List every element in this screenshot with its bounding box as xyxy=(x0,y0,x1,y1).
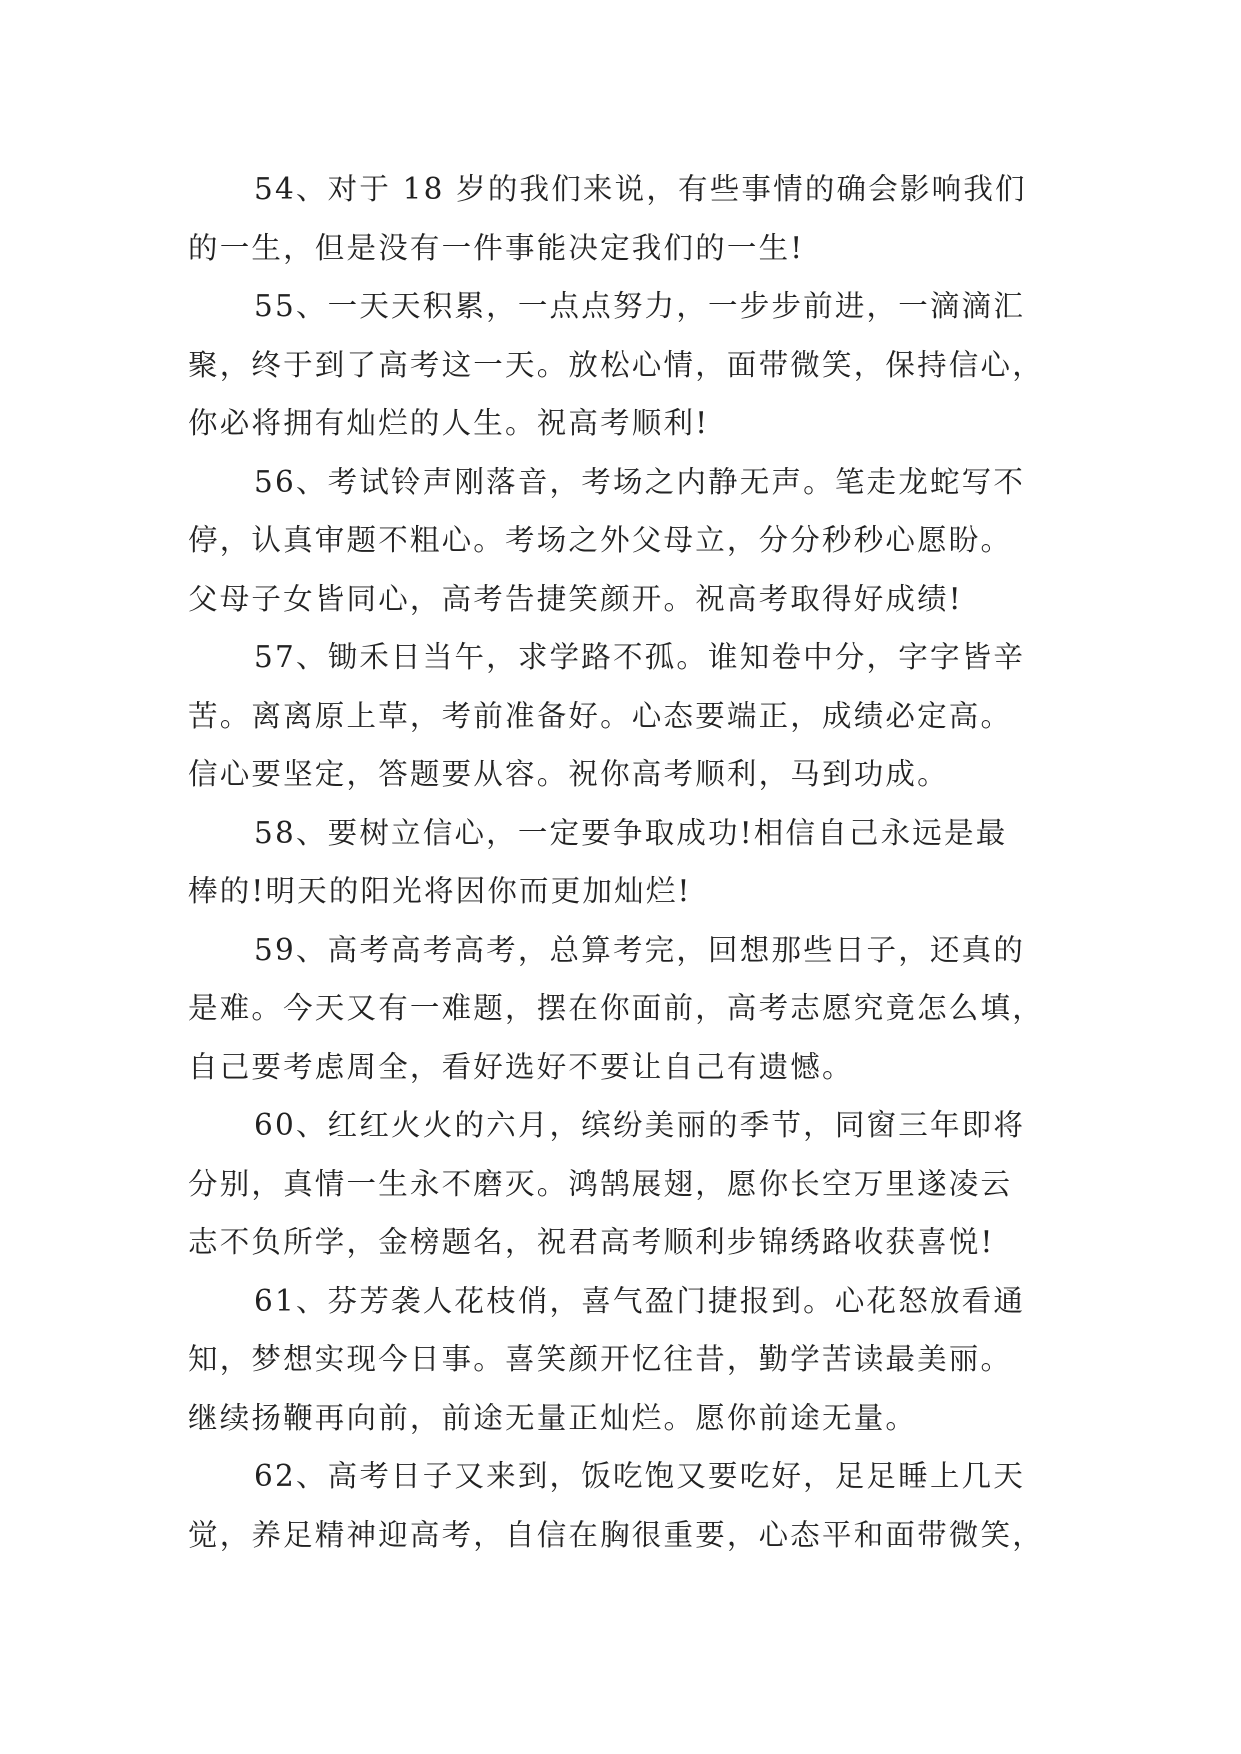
paragraph-line: 58、要树立信心，一定要争取成功!相信自己永远是最 xyxy=(254,815,1008,850)
paragraph-line: 55、一天天积累，一点点努力，一步步前进，一滴滴汇 xyxy=(254,289,1026,323)
paragraph-60 xyxy=(188,1096,1058,1272)
paragraph-line: 61、芬芳袭人花枝俏，喜气盈门捷报到。心花怒放看通 xyxy=(254,1283,1026,1318)
paragraph-55 xyxy=(188,277,1058,453)
paragraph-line: 54、对于 18 岁的我们来说，有些事情的确会影响我们 xyxy=(254,172,1027,206)
paragraph-62 xyxy=(188,1447,1058,1564)
paragraph-line: 知，梦想实现今日事。喜笑颜开忆往昔，勤学苦读最美丽。 xyxy=(188,1342,1013,1376)
paragraph-59 xyxy=(188,921,1058,1097)
paragraph-57 xyxy=(188,628,1058,804)
paragraph-line: 分别，真情一生永不磨灭。鸿鹄展翅，愿你长空万里遂凌云 xyxy=(188,1166,1013,1201)
paragraph-line: 棒的!明天的阳光将因你而更加灿烂! xyxy=(188,874,692,908)
paragraph-line: 觉，养足精神迎高考，自信在胸很重要，心态平和面带微笑， xyxy=(188,1517,1044,1552)
document-body xyxy=(188,160,1058,1564)
paragraph-line: 60、红红火火的六月，缤纷美丽的季节，同窗三年即将 xyxy=(254,1108,1026,1142)
paragraph-line: 信心要坚定，答题要从容。祝你高考顺利，马到功成。 xyxy=(188,757,949,791)
paragraph-line: 你必将拥有灿烂的人生。祝高考顺利! xyxy=(188,406,710,440)
paragraph-line: 56、考试铃声刚落音，考场之内静无声。笔走龙蛇写不 xyxy=(254,464,1026,499)
paragraph-line: 62、高考日子又来到，饭吃饱又要吃好，足足睡上几天 xyxy=(254,1459,1026,1493)
paragraph-line: 聚，终于到了高考这一天。放松心情，面带微笑，保持信心， xyxy=(188,347,1044,382)
paragraph-line: 57、锄禾日当午，求学路不孤。谁知卷中分，字字皆辛 xyxy=(254,640,1026,674)
paragraph-58 xyxy=(188,804,1058,921)
paragraph-line: 苦。离离原上草，考前准备好。心态要端正，成绩必定高。 xyxy=(188,698,1013,733)
paragraph-line: 的一生，但是没有一件事能决定我们的一生! xyxy=(188,230,805,265)
paragraph-line: 停，认真审题不粗心。考场之外父母立，分分秒秒心愿盼。 xyxy=(188,523,1013,557)
paragraph-line: 继续扬鞭再向前，前途无量正灿烂。愿你前途无量。 xyxy=(188,1400,918,1435)
paragraph-line: 59、高考高考高考，总算考完，回想那些日子，还真的 xyxy=(254,932,1026,967)
paragraph-56 xyxy=(188,453,1058,629)
paragraph-61 xyxy=(188,1272,1058,1448)
paragraph-line: 父母子女皆同心，高考告捷笑颜开。祝高考取得好成绩! xyxy=(188,581,963,616)
paragraph-line: 志不负所学，金榜题名，祝君高考顺利步锦绣路收获喜悦! xyxy=(188,1225,995,1259)
paragraph-line: 是难。今天又有一难题，摆在你面前，高考志愿究竟怎么填， xyxy=(188,991,1044,1025)
paragraph-line: 自己要考虑周全，看好选好不要让自己有遗憾。 xyxy=(188,1049,854,1084)
paragraph-54 xyxy=(188,160,1058,277)
